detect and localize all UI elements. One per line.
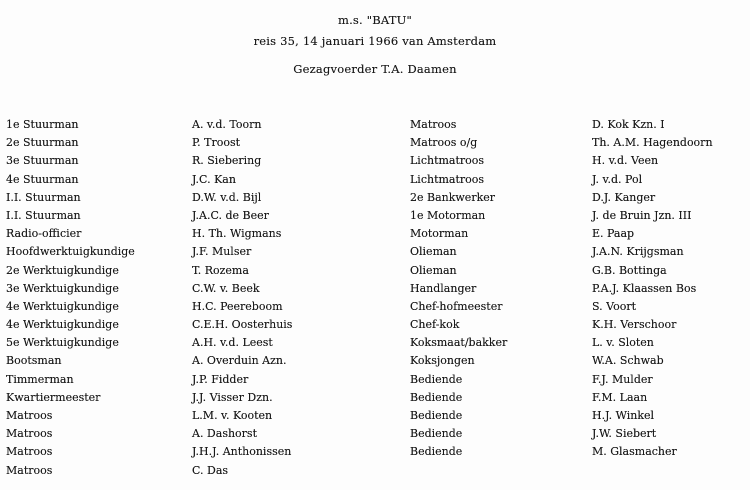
crew-name: C. Das bbox=[192, 463, 229, 477]
crew-name: K.H. Verschoor bbox=[592, 318, 677, 332]
crew-rank: Olieman bbox=[410, 245, 457, 259]
crew-name: C.W. v. Beek bbox=[192, 281, 260, 295]
crew-rank: Koksjongen bbox=[410, 354, 475, 368]
crew-name: T. Rozema bbox=[192, 263, 249, 277]
crew-rank: Matroos bbox=[410, 118, 457, 131]
crew-name: E. Paap bbox=[592, 227, 635, 241]
voyage-line: reis 35, 14 januari 1966 van Amsterdam bbox=[253, 34, 497, 48]
crew-name: D. Kok Kzn. I bbox=[592, 118, 665, 131]
rank-column-left bbox=[6, 116, 135, 480]
crew-name: R. Siebering bbox=[192, 154, 262, 168]
crew-rank: Matroos bbox=[6, 463, 53, 477]
crew-rank: Bediende bbox=[410, 409, 463, 422]
rank-column-right bbox=[410, 116, 507, 462]
crew-rank: Timmerman bbox=[6, 372, 74, 386]
crew-rank: 1e Motorman bbox=[410, 208, 486, 222]
crew-rank: 3e Werktuigkundige bbox=[6, 281, 119, 295]
crew-rank: I.I. Stuurman bbox=[6, 190, 81, 204]
crew-rank: 4e Werktuigkundige bbox=[6, 318, 119, 332]
captain-line: Gezagvoerder T.A. Daamen bbox=[293, 62, 457, 76]
crew-rank: Bediende bbox=[410, 390, 463, 404]
crew-name: J. de Bruin Jzn. III bbox=[592, 208, 692, 222]
crew-name: S. Voort bbox=[592, 299, 636, 313]
crew-name: L. v. Sloten bbox=[592, 336, 654, 350]
crew-rank: I.I. Stuurman bbox=[6, 208, 81, 222]
crew-rank: Lichtmatroos bbox=[410, 154, 485, 168]
crew-rank: 5e Werktuigkundige bbox=[6, 336, 119, 350]
crew-name: P. Troost bbox=[192, 136, 241, 150]
crew-rank: Radio-officier bbox=[6, 227, 82, 241]
crew-name: H. Th. Wigmans bbox=[192, 227, 282, 241]
crew-name: J.A.N. Krijgsman bbox=[592, 245, 684, 259]
crew-name: H.C. Peereboom bbox=[192, 299, 283, 313]
crew-rank: Koksmaat/bakker bbox=[410, 336, 508, 350]
crew-rank: Olieman bbox=[410, 263, 457, 277]
crew-rank: 2e Stuurman bbox=[6, 136, 79, 150]
crew-name: A.H. v.d. Leest bbox=[192, 336, 273, 350]
crew-rank: Bootsman bbox=[6, 354, 62, 368]
crew-name: J.F. Mulser bbox=[192, 245, 252, 259]
crew-rank: Hoofdwerktuigkundige bbox=[6, 245, 135, 259]
crew-rank: Matroos bbox=[6, 427, 53, 441]
ship-name: m.s. "BATU" bbox=[337, 13, 413, 27]
crew-rank: Bediende bbox=[410, 427, 463, 441]
crew-rank: Handlanger bbox=[410, 281, 477, 295]
crew-name: D.W. v.d. Bijl bbox=[192, 190, 262, 204]
crew-name: F.J. Mulder bbox=[592, 372, 653, 386]
crew-rank: 3e Stuurman bbox=[6, 154, 79, 168]
crew-name: M. Glasmacher bbox=[592, 445, 677, 459]
crew-rank: 1e Stuurman bbox=[6, 118, 79, 131]
crew-name: J.C. Kan bbox=[192, 172, 236, 186]
crew-name: H.J. Winkel bbox=[592, 409, 655, 422]
crew-name: A. v.d. Toorn bbox=[192, 118, 262, 131]
crew-rank: Matroos bbox=[6, 445, 53, 459]
crew-name: G.B. Bottinga bbox=[592, 263, 667, 277]
crew-rank: 4e Stuurman bbox=[6, 172, 79, 186]
crew-rank: 2e Bankwerker bbox=[410, 190, 496, 204]
crew-name: J.P. Fidder bbox=[192, 372, 249, 386]
crew-name: A. Dashorst bbox=[192, 427, 257, 441]
crew-rank: Matroos o/g bbox=[410, 136, 478, 150]
crew-name: J.J. Visser Dzn. bbox=[192, 390, 273, 404]
crew-rank: Chef-hofmeester bbox=[410, 299, 503, 313]
crew-name: C.E.H. Oosterhuis bbox=[192, 318, 293, 332]
name-column-right bbox=[592, 116, 713, 462]
crew-name: F.M. Laan bbox=[592, 390, 648, 404]
crew-name: W.A. Schwab bbox=[592, 354, 664, 368]
crew-rank: Matroos bbox=[6, 409, 53, 422]
crew-name: J.H.J. Anthonissen bbox=[192, 445, 292, 459]
crew-rank: Bediende bbox=[410, 445, 463, 459]
crew-name: L.M. v. Kooten bbox=[192, 409, 273, 422]
name-column-left bbox=[192, 116, 292, 480]
crew-name: P.A.J. Klaassen Bos bbox=[592, 281, 697, 295]
crew-rank: 2e Werktuigkundige bbox=[6, 263, 119, 277]
crew-rank: Chef-kok bbox=[410, 318, 460, 332]
crew-rank: 4e Werktuigkundige bbox=[6, 299, 119, 313]
crew-name: A. Overduin Azn. bbox=[192, 354, 287, 368]
crew-rank: Bediende bbox=[410, 372, 463, 386]
crew-name: J. v.d. Pol bbox=[592, 172, 643, 186]
crew-name: H. v.d. Veen bbox=[592, 154, 659, 168]
crew-name: Th. A.M. Hagendoorn bbox=[592, 136, 713, 150]
crew-name: D.J. Kanger bbox=[592, 190, 656, 204]
crew-name: J.A.C. de Beer bbox=[192, 208, 269, 222]
crew-rank: Motorman bbox=[410, 227, 469, 241]
crew-rank: Kwartiermeester bbox=[6, 390, 101, 404]
crew-rank: Lichtmatroos bbox=[410, 172, 485, 186]
crew-name: J.W. Siebert bbox=[592, 427, 657, 441]
